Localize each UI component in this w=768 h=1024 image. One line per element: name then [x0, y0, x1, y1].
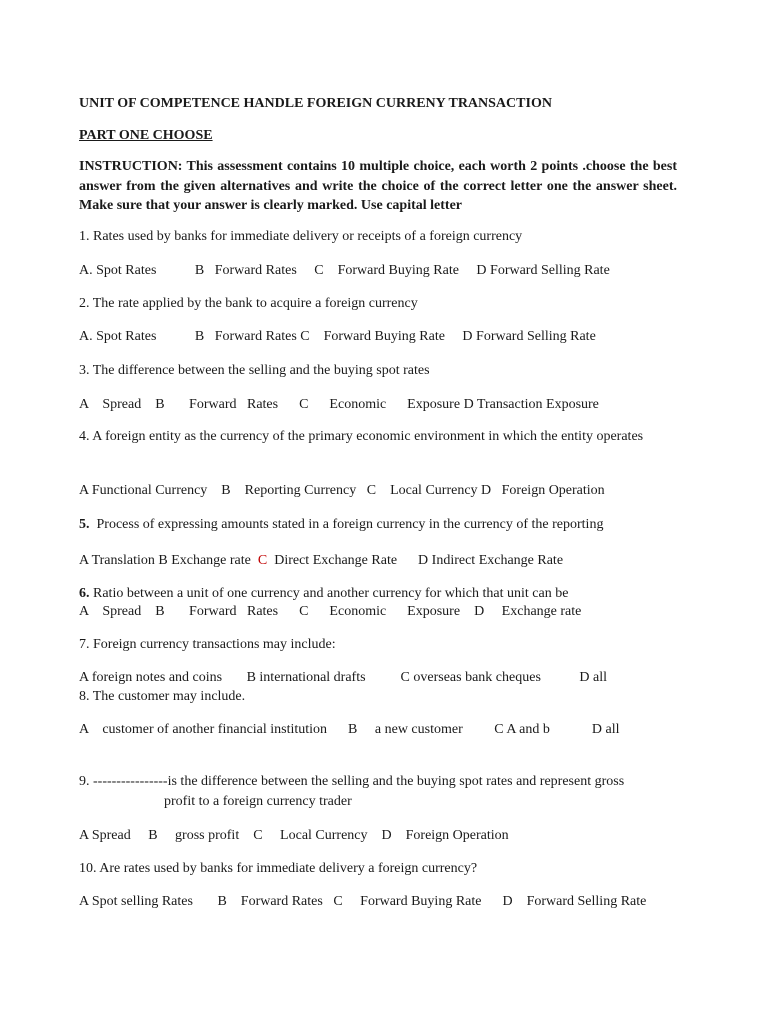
question-9-text: 9. ----------------is the difference between the selling and the buying spot rates and represent gross: [79, 774, 625, 789]
question-6-text: [79, 584, 568, 603]
question-5-number: 5.: [79, 517, 90, 532]
question-7-options: A foreign notes and coins B international drafts C overseas bank cheques D all: [79, 670, 607, 685]
question-9-options: A Spread B gross profit C Local Currency D Foreign Operation: [79, 828, 509, 843]
question-5-options: [79, 551, 563, 570]
question-5-options-rest: Direct Exchange Rate D Indirect Exchange Rate: [267, 553, 564, 568]
question-5-option-c-letter: C: [257, 553, 268, 568]
question-5-body: Process of expressing amounts stated in a foreign currency in the currency of the reporting: [89, 517, 604, 532]
instruction-paragraph: INSTRUCTION: This assessment contains 10 multiple choice, each worth 2 points .choose the best answer from the given alternatives and write the choice of the correct letter one the answer sheet. Make sure that your answer is clearly marked. Use capital letter: [79, 159, 677, 213]
question-6-body: Ratio between a unit of one currency and another currency for which that unit can be: [89, 586, 569, 601]
question-6-options: A Spread B Forward Rates C Economic Exposure D Exchange rate: [79, 604, 582, 619]
question-8-options: A customer of another financial institution B a new customer C A and b D all: [79, 722, 620, 737]
part-heading: PART ONE CHOOSE: [79, 128, 213, 143]
question-9-text-continued: profit to a foreign currency trader: [164, 794, 352, 809]
question-1-options: A. Spot Rates B Forward Rates C Forward Buying Rate D Forward Selling Rate: [79, 263, 610, 278]
question-5-options-ab: A Translation B Exchange rate: [79, 553, 258, 568]
question-7-text: 7. Foreign currency transactions may include:: [79, 637, 336, 652]
question-6-number: 6.: [79, 586, 90, 601]
question-2-text: 2. The rate applied by the bank to acquire a foreign currency: [79, 296, 418, 311]
question-4-options: A Functional Currency B Reporting Currency C Local Currency D Foreign Operation: [79, 483, 605, 498]
question-10-options: A Spot selling Rates B Forward Rates C Forward Buying Rate D Forward Selling Rate: [79, 894, 647, 909]
question-1-text: 1. Rates used by banks for immediate delivery or receipts of a foreign currency: [79, 229, 523, 244]
question-3-options: A Spread B Forward Rates C Economic Exposure D Transaction Exposure: [79, 397, 599, 412]
question-2-options: A. Spot Rates B Forward Rates C Forward Buying Rate D Forward Selling Rate: [79, 329, 596, 344]
document-title: UNIT OF COMPETENCE HANDLE FOREIGN CURRENY TRANSACTION: [79, 96, 552, 111]
question-8-text: 8. The customer may include.: [79, 689, 246, 704]
question-4-text: 4. A foreign entity as the currency of the primary economic environment in which the entity operates: [79, 429, 644, 444]
question-3-text: 3. The difference between the selling and the buying spot rates: [79, 363, 430, 378]
question-10-text: 10. Are rates used by banks for immediate delivery a foreign currency?: [79, 861, 478, 876]
question-5-text: [79, 515, 603, 534]
